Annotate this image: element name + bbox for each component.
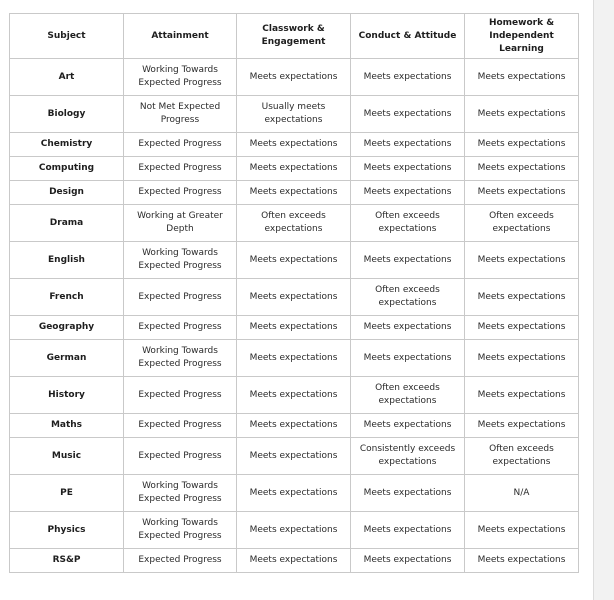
table-row	[10, 96, 579, 133]
table-row	[10, 181, 579, 205]
cell-subject: RS&P	[10, 549, 124, 573]
cell-classwork: Meets expectations	[237, 340, 351, 377]
cell-attainment: Expected Progress	[124, 414, 237, 438]
cell-attainment: Expected Progress	[124, 133, 237, 157]
cell-homework: Meets expectations	[465, 316, 579, 340]
table-row	[10, 475, 579, 512]
cell-subject: Chemistry	[10, 133, 124, 157]
cell-conduct: Meets expectations	[351, 475, 465, 512]
cell-subject: Maths	[10, 414, 124, 438]
cell-attainment: Working Towards Expected Progress	[124, 242, 237, 279]
table-row	[10, 512, 579, 549]
cell-conduct: Consistently exceeds expectations	[351, 438, 465, 475]
cell-homework: Meets expectations	[465, 96, 579, 133]
cell-subject: French	[10, 279, 124, 316]
cell-homework: Meets expectations	[465, 133, 579, 157]
cell-conduct: Meets expectations	[351, 414, 465, 438]
cell-conduct: Meets expectations	[351, 242, 465, 279]
cell-attainment: Not Met Expected Progress	[124, 96, 237, 133]
cell-attainment: Expected Progress	[124, 549, 237, 573]
cell-classwork: Often exceeds expectations	[237, 205, 351, 242]
table-row	[10, 205, 579, 242]
cell-classwork: Meets expectations	[237, 181, 351, 205]
cell-conduct: Meets expectations	[351, 59, 465, 96]
cell-classwork: Meets expectations	[237, 549, 351, 573]
cell-conduct: Often exceeds expectations	[351, 279, 465, 316]
table-row	[10, 316, 579, 340]
window-edge-strip	[593, 0, 614, 600]
cell-conduct: Often exceeds expectations	[351, 205, 465, 242]
cell-subject: Computing	[10, 157, 124, 181]
cell-homework: Meets expectations	[465, 181, 579, 205]
table-row	[10, 340, 579, 377]
table-row	[10, 438, 579, 475]
cell-attainment: Expected Progress	[124, 181, 237, 205]
cell-classwork: Meets expectations	[237, 475, 351, 512]
cell-classwork: Meets expectations	[237, 133, 351, 157]
cell-homework: Meets expectations	[465, 59, 579, 96]
cell-conduct: Meets expectations	[351, 181, 465, 205]
table-row	[10, 157, 579, 181]
cell-attainment: Working Towards Expected Progress	[124, 475, 237, 512]
cell-subject: German	[10, 340, 124, 377]
cell-attainment: Working Towards Expected Progress	[124, 512, 237, 549]
cell-attainment: Expected Progress	[124, 316, 237, 340]
cell-attainment: Working Towards Expected Progress	[124, 340, 237, 377]
cell-subject: Music	[10, 438, 124, 475]
cell-subject: Art	[10, 59, 124, 96]
cell-classwork: Meets expectations	[237, 377, 351, 414]
cell-homework: Meets expectations	[465, 414, 579, 438]
cell-homework: N/A	[465, 475, 579, 512]
cell-subject: Physics	[10, 512, 124, 549]
cell-classwork: Meets expectations	[237, 242, 351, 279]
cell-conduct: Meets expectations	[351, 157, 465, 181]
cell-subject: History	[10, 377, 124, 414]
header-classwork: Classwork & Engagement	[237, 14, 351, 59]
cell-classwork: Meets expectations	[237, 59, 351, 96]
cell-conduct: Meets expectations	[351, 316, 465, 340]
cell-homework: Meets expectations	[465, 157, 579, 181]
cell-conduct: Meets expectations	[351, 96, 465, 133]
cell-classwork: Usually meets expectations	[237, 96, 351, 133]
cell-attainment: Expected Progress	[124, 377, 237, 414]
table-row	[10, 242, 579, 279]
cell-conduct: Meets expectations	[351, 512, 465, 549]
table-header-row	[10, 14, 579, 59]
cell-classwork: Meets expectations	[237, 279, 351, 316]
cell-subject: Biology	[10, 96, 124, 133]
cell-conduct: Often exceeds expectations	[351, 377, 465, 414]
cell-subject: English	[10, 242, 124, 279]
cell-attainment: Expected Progress	[124, 438, 237, 475]
cell-homework: Meets expectations	[465, 340, 579, 377]
header-subject: Subject	[10, 14, 124, 59]
cell-attainment: Working Towards Expected Progress	[124, 59, 237, 96]
report-table	[9, 13, 579, 573]
cell-homework: Meets expectations	[465, 377, 579, 414]
table-row	[10, 414, 579, 438]
table-row	[10, 549, 579, 573]
cell-homework: Meets expectations	[465, 242, 579, 279]
cell-classwork: Meets expectations	[237, 512, 351, 549]
cell-attainment: Expected Progress	[124, 279, 237, 316]
cell-classwork: Meets expectations	[237, 316, 351, 340]
table-row	[10, 59, 579, 96]
cell-subject: Geography	[10, 316, 124, 340]
cell-homework: Meets expectations	[465, 279, 579, 316]
table-row	[10, 279, 579, 316]
cell-classwork: Meets expectations	[237, 414, 351, 438]
cell-classwork: Meets expectations	[237, 157, 351, 181]
table-row	[10, 133, 579, 157]
cell-attainment: Working at Greater Depth	[124, 205, 237, 242]
cell-conduct: Meets expectations	[351, 133, 465, 157]
cell-subject: PE	[10, 475, 124, 512]
cell-homework: Meets expectations	[465, 512, 579, 549]
header-homework: Homework & Independent Learning	[465, 14, 579, 59]
cell-classwork: Meets expectations	[237, 438, 351, 475]
cell-conduct: Meets expectations	[351, 549, 465, 573]
cell-homework: Meets expectations	[465, 549, 579, 573]
header-conduct: Conduct & Attitude	[351, 14, 465, 59]
cell-attainment: Expected Progress	[124, 157, 237, 181]
cell-subject: Drama	[10, 205, 124, 242]
cell-subject: Design	[10, 181, 124, 205]
header-attainment: Attainment	[124, 14, 237, 59]
table-row	[10, 377, 579, 414]
cell-conduct: Meets expectations	[351, 340, 465, 377]
cell-homework: Often exceeds expectations	[465, 205, 579, 242]
cell-homework: Often exceeds expectations	[465, 438, 579, 475]
